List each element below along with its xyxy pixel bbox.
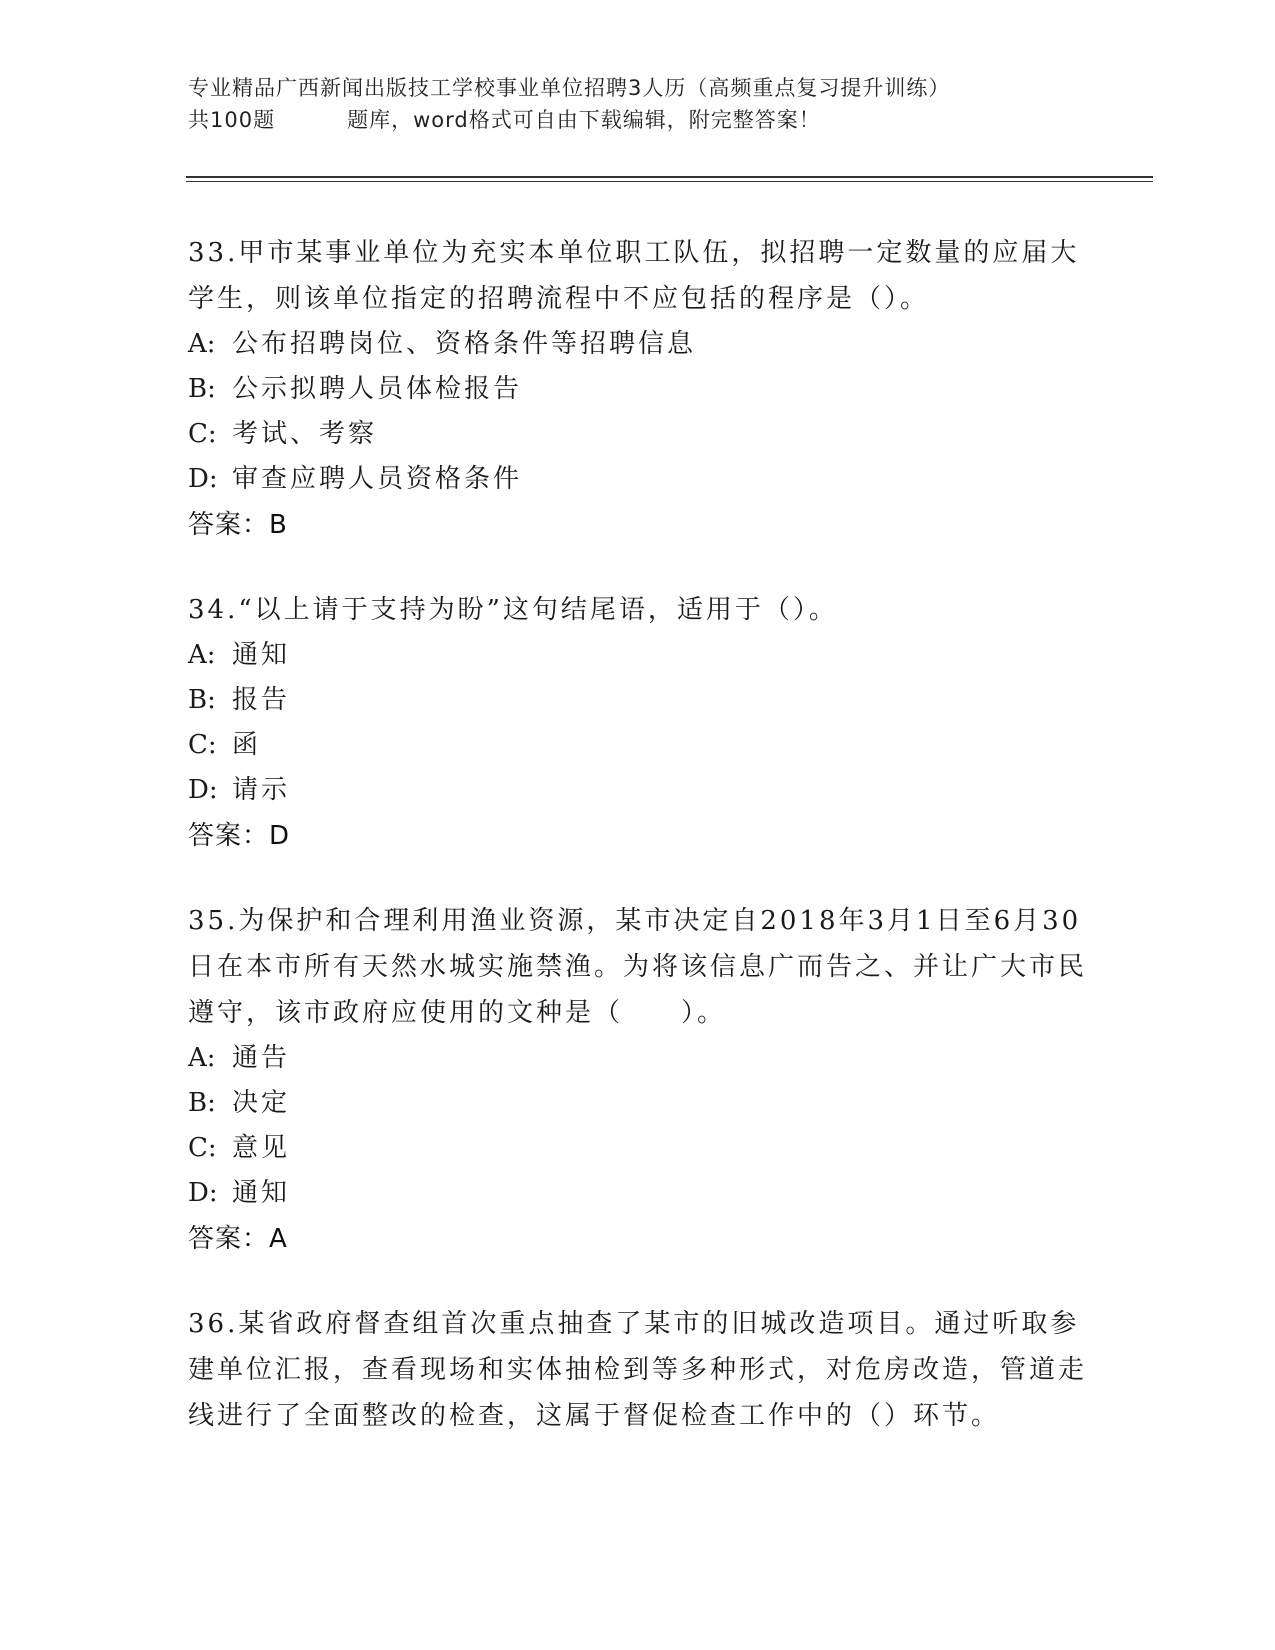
option-text: 公布招聘岗位、资格条件等招聘信息 bbox=[232, 329, 697, 359]
option-c bbox=[188, 723, 1088, 768]
answer-line: 答案：A bbox=[188, 1224, 288, 1254]
option-text: 函 bbox=[232, 730, 262, 760]
header-subtitle-line bbox=[188, 104, 1088, 136]
option-text: 意见 bbox=[232, 1133, 291, 1163]
option-text: 审查应聘人员资格条件 bbox=[232, 464, 523, 494]
option-text: 报告 bbox=[232, 685, 291, 715]
header-divider-thick bbox=[186, 176, 1153, 178]
option-letter: C: bbox=[188, 419, 217, 449]
option-letter: C: bbox=[188, 1133, 217, 1163]
option-letter: A: bbox=[188, 1043, 216, 1073]
option-text: 通告 bbox=[232, 1043, 291, 1073]
option-text: 请示 bbox=[232, 775, 291, 805]
answer-line: 答案：D bbox=[188, 821, 291, 851]
option-d bbox=[188, 457, 1088, 502]
option-letter: D: bbox=[188, 1178, 218, 1208]
question-list bbox=[188, 230, 1088, 1478]
header-divider-thin bbox=[186, 181, 1153, 182]
option-c bbox=[188, 412, 1088, 457]
question-36 bbox=[188, 1301, 1088, 1439]
option-letter: A: bbox=[188, 640, 216, 670]
option-letter: B: bbox=[188, 1088, 216, 1118]
option-text: 通知 bbox=[232, 1178, 291, 1208]
option-letter: D: bbox=[188, 464, 218, 494]
option-letter: D: bbox=[188, 775, 218, 805]
header-description: 题库，word格式可自由下载编辑，附完整答案！ bbox=[347, 108, 821, 132]
question-stem: 36.某省政府督查组首次重点抽查了某市的旧城改造项目。通过听取参建单位汇报，查看现场和实体抽检到等多种形式，对危房改造，管道走线进行了全面整改的检查，这属于督促检查工作中的（）环节。 bbox=[188, 1309, 1088, 1431]
option-c bbox=[188, 1126, 1088, 1171]
answer-line: 答案：B bbox=[188, 510, 288, 540]
option-b bbox=[188, 1081, 1088, 1126]
option-letter: A: bbox=[188, 329, 216, 359]
option-a bbox=[188, 322, 1088, 367]
question-34 bbox=[188, 587, 1088, 859]
option-text: 通知 bbox=[232, 640, 291, 670]
question-35 bbox=[188, 898, 1088, 1262]
header-question-count: 共100题 bbox=[188, 108, 276, 132]
option-a bbox=[188, 1036, 1088, 1081]
option-text: 决定 bbox=[232, 1088, 291, 1118]
option-text: 公示拟聘人员体检报告 bbox=[232, 374, 523, 404]
option-d bbox=[188, 768, 1088, 813]
option-text: 考试、考察 bbox=[232, 419, 378, 449]
option-d bbox=[188, 1171, 1088, 1216]
option-b bbox=[188, 678, 1088, 723]
question-stem: 33.甲市某事业单位为充实本单位职工队伍，拟招聘一定数量的应届大学生，则该单位指定的招聘流程中不应包括的程序是（）。 bbox=[188, 238, 1080, 314]
header-title-line: 专业精品广西新闻出版技工学校事业单位招聘3人历（高频重点复习提升训练） bbox=[188, 76, 951, 100]
document-header bbox=[188, 72, 1088, 136]
question-stem: 34.“以上请于支持为盼”这句结尾语，适用于（）。 bbox=[188, 595, 838, 625]
option-letter: B: bbox=[188, 685, 216, 715]
option-b bbox=[188, 367, 1088, 412]
option-a bbox=[188, 633, 1088, 678]
option-letter: B: bbox=[188, 374, 216, 404]
question-33 bbox=[188, 230, 1088, 548]
question-stem: 35.为保护和合理利用渔业资源，某市决定自2018年3月1日至6月30日在本市所有天然水城实施禁渔。为将该信息广而告之、并让广大市民遵守，该市政府应使用的文种是（ ）。 bbox=[188, 906, 1088, 1028]
option-letter: C: bbox=[188, 730, 217, 760]
